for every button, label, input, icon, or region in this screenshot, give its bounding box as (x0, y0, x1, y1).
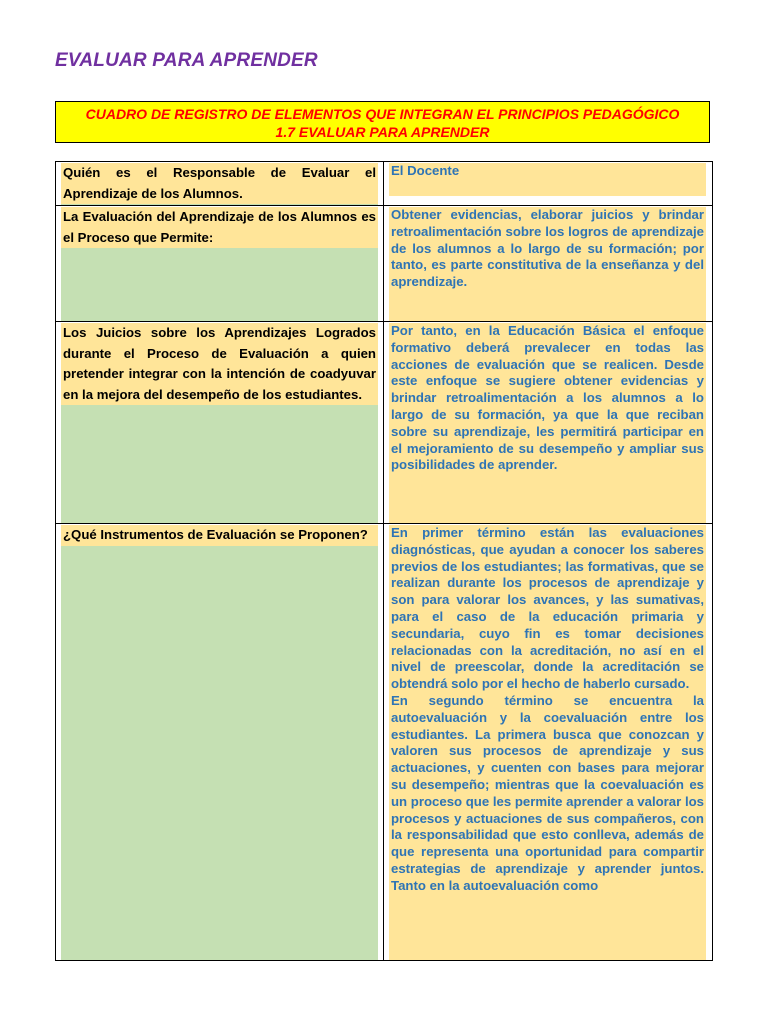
registry-table (55, 161, 713, 961)
answer-text (389, 525, 706, 960)
answer-text (389, 207, 706, 321)
header-banner (55, 101, 710, 143)
table-row (56, 162, 712, 205)
banner-line-2: 1.7 EVALUAR PARA APRENDER (275, 124, 490, 140)
table-row (56, 205, 712, 321)
question-cell (56, 524, 384, 960)
answer-paragraph: En segundo término se encuentra la autoevaluación y la coevaluación entre los estudiantes. La primera busca que conozcan y valoren sus procesos de aprendizaje y sus actuaciones, y cuenten con bases para mejorar su desempeño; mientras que la coevaluación es un proceso que les permite aprender a valorar los procesos y actuaciones de sus compañeros, con la responsabilidad que esto conlleva, además de que representa una oportunidad para compartir estrategias de aprendizaje y aprender juntos. Tanto en la autoevaluación como (391, 692, 704, 893)
question-highlight (61, 163, 378, 205)
answer-cell (384, 524, 712, 960)
question-cell (56, 322, 384, 523)
banner-line-1: CUADRO DE REGISTRO DE ELEMENTOS QUE INTEGRAN EL PRINCIPIOS PEDAGÓGICO (85, 106, 680, 122)
answer-text (389, 163, 706, 196)
answer-paragraph: Por tanto, en la Educación Básica el enfoque formativo deberá prevalecer en todas las acciones de evaluación que se realicen. Desde este enfoque se sugiere obtener evidencias y brindar retroalimentación a los alumnos a lo largo de su formación, ya que la que reciban sobre su aprendizaje, les permitirá participar en el mejoramiento de su desempeño y ampliar sus posibilidades de aprender. (391, 323, 704, 473)
table-row (56, 321, 712, 523)
answer-paragraph: Obtener evidencias, elaborar juicios y brindar retroalimentación sobre los logros de aprendizaje de los alumnos a lo largo de su formación; por tanto, es parte constitutiva de la enseñanza y del aprendizaje. (391, 207, 704, 290)
answer-cell (384, 322, 712, 523)
question-highlight (61, 207, 378, 321)
question-text: Los Juicios sobre los Aprendizajes Logrados durante el Proceso de Evaluación a quien pretender integrar con la intención de coadyuvar en la mejora del desempeño de los estudiantes. (61, 323, 378, 405)
answer-text (389, 323, 706, 523)
question-highlight (61, 525, 378, 960)
answer-cell (384, 162, 712, 205)
table-row (56, 523, 712, 960)
question-text: Quién es el Responsable de Evaluar el Aprendizaje de los Alumnos. (61, 163, 378, 204)
document-title: EVALUAR PARA APRENDER (55, 50, 318, 71)
question-highlight (61, 323, 378, 523)
question-cell (56, 206, 384, 321)
answer-paragraph: El Docente (391, 163, 460, 178)
question-text: La Evaluación del Aprendizaje de los Alumnos es el Proceso que Permite: (61, 207, 378, 248)
question-text: ¿Qué Instrumentos de Evaluación se Proponen? (61, 525, 378, 546)
answer-cell (384, 206, 712, 321)
question-cell (56, 162, 384, 205)
answer-paragraph: En primer término están las evaluaciones diagnósticas, que ayudan a conocer los saberes previos de los estudiantes; las formativas, que se realizan durante los procesos de aprendizaje y son para valorar los avances, y las sumativas, para el caso de la educación primaria y secundaria, cuyo fin es tomar decisiones relacionadas con la acreditación, no así en el nivel de preescolar, donde la acreditación se obtendrá solo por el hecho de haberlo cursado. (391, 525, 704, 692)
